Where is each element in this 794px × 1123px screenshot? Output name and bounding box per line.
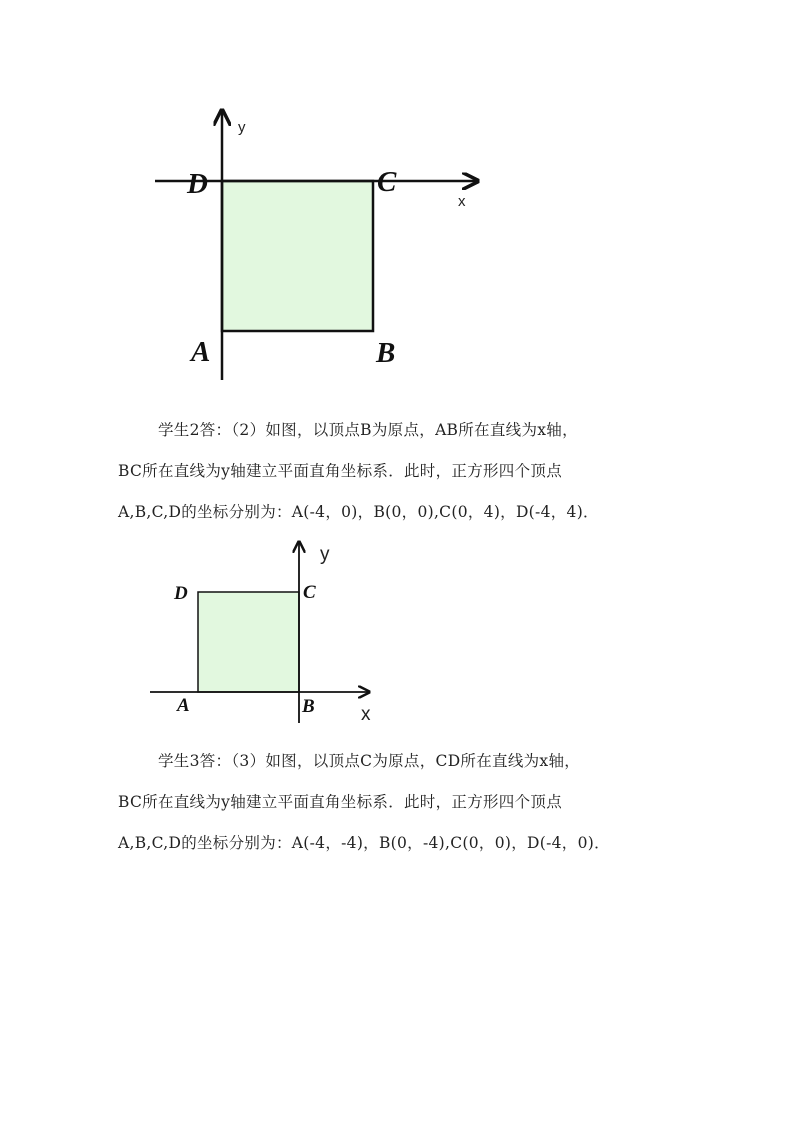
answer-3	[118, 741, 718, 864]
x-axis-label-2: x	[361, 704, 371, 725]
answer-2-line-1: 学生2答：（2）如图，以顶点B为原点，AB所在直线为x轴，	[158, 421, 578, 439]
answer-3-line-3: A,B,C,D的坐标分别为：A(-4，-4)，B(0，-4),C(0，0)，D(-4，0)．	[118, 834, 610, 852]
x-axis-label-1: x	[458, 193, 466, 210]
vertex-label-c-1: C	[377, 166, 397, 198]
answer-3-line-2: BC所在直线为y轴建立平面直角坐标系．此时，正方形四个顶点	[118, 793, 562, 811]
y-axis-label-2: y	[320, 544, 330, 565]
vertex-label-c-2: C	[303, 582, 316, 603]
square-2	[198, 592, 299, 692]
vertex-label-b-2: B	[302, 696, 315, 717]
vertex-label-a-1: A	[191, 336, 211, 368]
vertex-label-b-1: B	[376, 337, 396, 369]
answer-2-line-2: BC所在直线为y轴建立平面直角坐标系．此时，正方形四个顶点	[118, 462, 562, 480]
vertex-label-d-2: D	[174, 583, 188, 604]
vertex-label-d-1: D	[187, 168, 208, 200]
answer-2-line-3: A,B,C,D的坐标分别为：A(-4，0)，B(0，0),C(0，4)，D(-4，4)．	[118, 503, 599, 521]
answer-3-line-1: 学生3答：（3）如图，以顶点C为原点，CD所在直线为x轴，	[158, 752, 581, 770]
vertex-label-a-2: A	[177, 695, 190, 716]
y-axis-label-1: y	[238, 119, 246, 136]
